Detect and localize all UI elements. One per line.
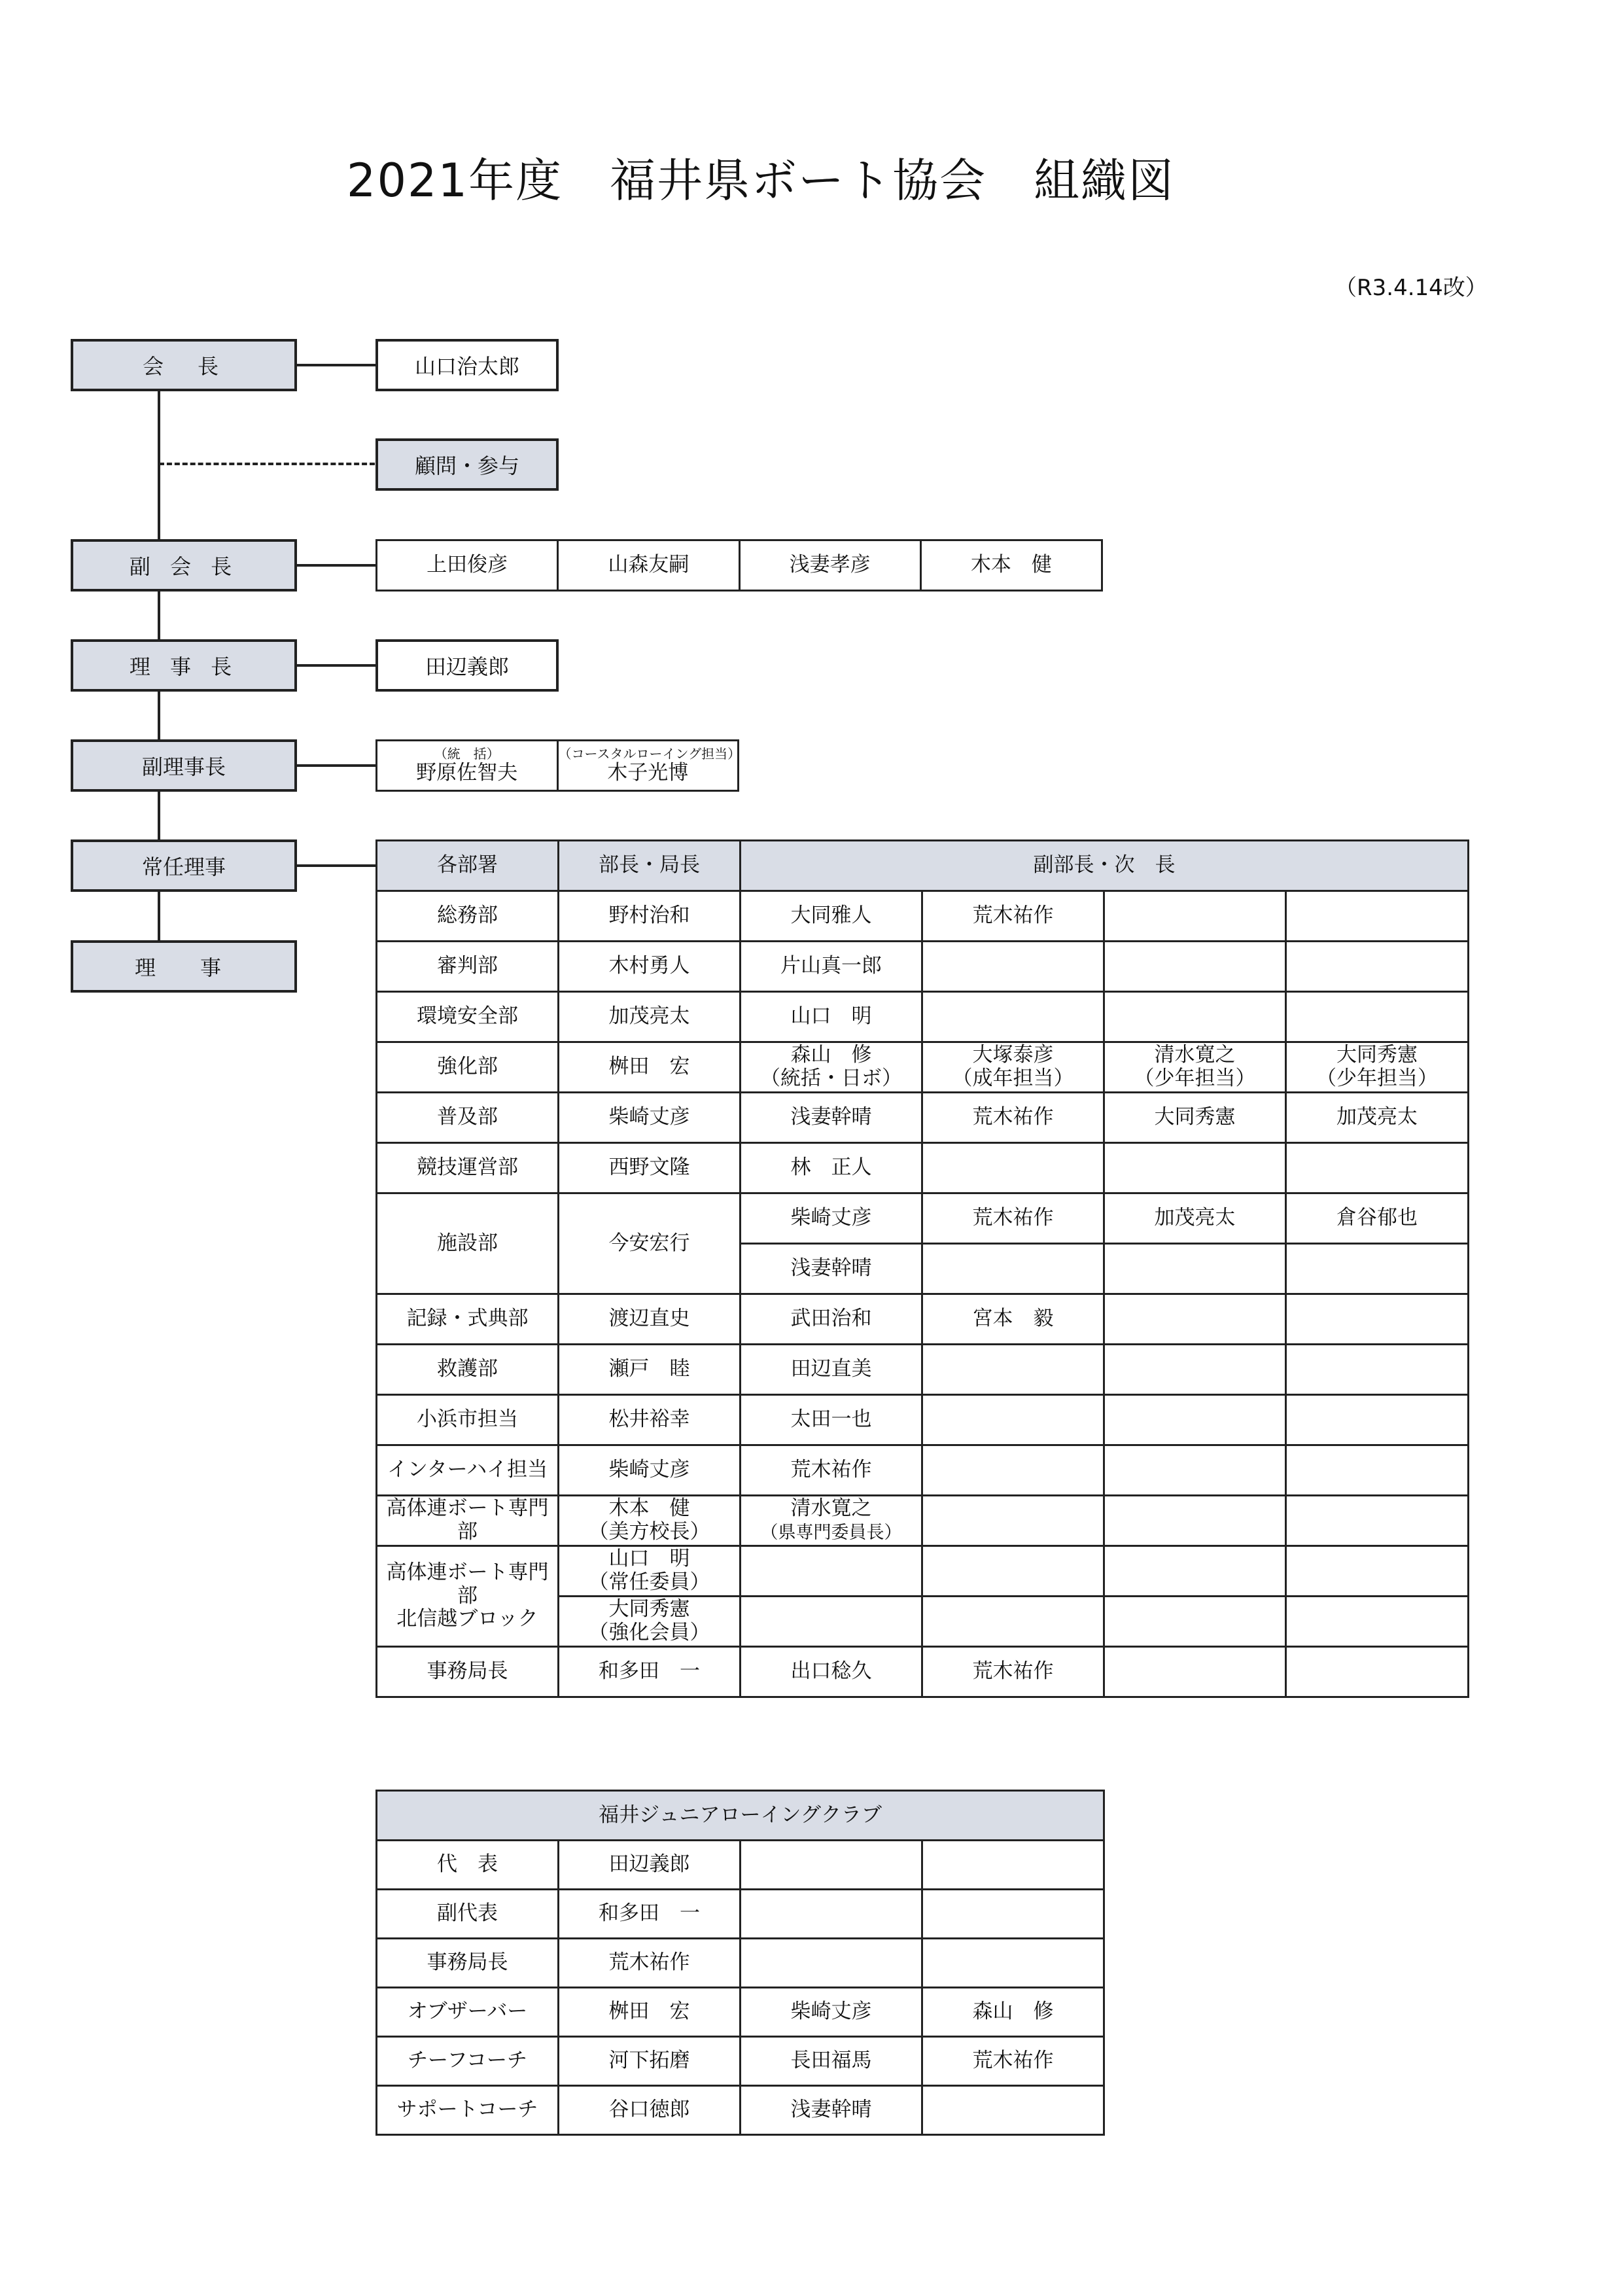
header-head: 部長・局長 [559, 841, 741, 891]
deputy-cell [1104, 1143, 1286, 1193]
club-name-cell [741, 1939, 922, 1988]
connector-kaicho [297, 364, 377, 366]
deputy-cell: 加茂亮太 [1286, 1093, 1469, 1143]
deputy-note: （少年担当） [1134, 1067, 1256, 1090]
name-note: （統 括） [434, 746, 500, 762]
deputy-cell [1104, 1647, 1286, 1697]
dept-cell [377, 1546, 559, 1647]
name-rijicho: 田辺義郎 [375, 639, 559, 692]
deputy-cell [1286, 1395, 1469, 1445]
deputy-cell [1104, 1395, 1286, 1445]
table-row [377, 2086, 1104, 2135]
dept-cell: 施設部 [377, 1193, 559, 1294]
dept-name: 高体連ボート専門部 [386, 1561, 549, 1608]
table-row [377, 1445, 1469, 1496]
table-row [377, 2037, 1104, 2086]
deputy-cell [1104, 992, 1286, 1042]
deputy-cell: 大同雅人 [741, 891, 922, 942]
head-cell: 和多田 一 [559, 1647, 741, 1697]
club-name-cell: 柴崎丈彦 [741, 1988, 922, 2037]
table-row [377, 1395, 1469, 1445]
header-dept: 各部署 [377, 841, 559, 891]
deputy-cell [1286, 1294, 1469, 1345]
dept-cell: 環境安全部 [377, 992, 559, 1042]
deputy-cell: 荒木祐作 [741, 1445, 922, 1496]
deputy-name: 清水寛之 [790, 1496, 872, 1521]
deputy-name: 森山 修 [790, 1043, 872, 1067]
club-role-cell: 副代表 [377, 1890, 559, 1939]
head-cell [559, 1597, 741, 1647]
head-note: （美方校長） [588, 1520, 710, 1544]
deputy-cell [922, 1395, 1104, 1445]
head-note: （強化会員） [588, 1621, 710, 1644]
head-cell: 松井裕幸 [559, 1395, 741, 1445]
deputy-cell [1104, 1294, 1286, 1345]
deputy-cell [1286, 1244, 1469, 1294]
club-name-cell [922, 2086, 1104, 2135]
deputy-cell [1286, 942, 1469, 992]
deputy-cell [922, 1042, 1104, 1093]
deputy-cell: 宮本 毅 [922, 1294, 1104, 1345]
table-row [377, 1939, 1104, 1988]
role-riji: 理 事 [71, 940, 297, 993]
deputy-cell [1286, 1546, 1469, 1597]
deputy-cell: 荒木祐作 [922, 1647, 1104, 1697]
deputy-cell [1286, 891, 1469, 942]
club-role-cell: オブザーバー [377, 1988, 559, 2037]
deputy-cell [922, 1445, 1104, 1496]
deputy-cell: 武田治和 [741, 1294, 922, 1345]
club-name-cell [741, 1890, 922, 1939]
dept-cell: 競技運営部 [377, 1143, 559, 1193]
club-role-cell: 事務局長 [377, 1939, 559, 1988]
departments-table [375, 839, 1469, 1698]
dept-cell: 記録・式典部 [377, 1294, 559, 1345]
name-cell [557, 741, 739, 791]
deputy-cell [922, 992, 1104, 1042]
name-kaicho: 山口治太郎 [375, 339, 559, 391]
revision-note: （R3.4.14改） [1335, 275, 1488, 301]
fukurijicho-names [375, 739, 739, 792]
deputy-cell [1104, 1345, 1286, 1395]
dept-cell: 審判部 [377, 942, 559, 992]
page-title: 2021年度 福井県ボート協会 組織図 [346, 154, 1176, 207]
connector-fukurijicho [297, 764, 377, 767]
deputy-cell [1286, 1445, 1469, 1496]
deputy-cell [1104, 1244, 1286, 1294]
dept-cell: 事務局長 [377, 1647, 559, 1697]
deputy-cell: 柴崎丈彦 [741, 1193, 922, 1244]
deputy-cell: 出口稔久 [741, 1647, 922, 1697]
dept-cell: 救護部 [377, 1345, 559, 1395]
table-row [377, 1890, 1104, 1939]
head-cell: 加茂亮太 [559, 992, 741, 1042]
deputy-cell [922, 1244, 1104, 1294]
club-name-cell: 谷口徳郎 [559, 2086, 741, 2135]
dept-name-2: 北信越ブロック [396, 1607, 538, 1631]
club-role-cell: 代 表 [377, 1841, 559, 1890]
role-joninriji: 常任理事 [71, 839, 297, 892]
header-deputies: 副部長・次 長 [741, 841, 1469, 891]
deputy-cell [1104, 1445, 1286, 1496]
role-fukukaicho: 副 会 長 [71, 539, 297, 592]
club-name-cell: 河下拓磨 [559, 2037, 741, 2086]
table-row [377, 1193, 1469, 1244]
head-name: 山口 明 [608, 1547, 690, 1571]
deputy-name: 大同秀憲 [1336, 1043, 1418, 1067]
deputy-name: 大塚泰彦 [972, 1043, 1054, 1067]
deputy-cell [1104, 891, 1286, 942]
name-cell: 上田俊彦 [377, 540, 558, 591]
deputy-cell: 浅妻幹晴 [741, 1093, 922, 1143]
deputy-cell [922, 1143, 1104, 1193]
deputy-cell [1104, 1042, 1286, 1093]
name-text: 野原佐智夫 [416, 761, 518, 785]
deputy-cell: 荒木祐作 [922, 1093, 1104, 1143]
deputy-cell [741, 1546, 922, 1597]
name-text: 木子光博 [607, 761, 689, 785]
head-cell: 渡辺直史 [559, 1294, 741, 1345]
connector-joninriji [297, 864, 377, 867]
table-row [377, 1546, 1469, 1597]
club-name-cell [741, 1841, 922, 1890]
deputy-note: （県専門委員長） [760, 1523, 902, 1543]
deputy-cell [922, 1496, 1104, 1546]
name-cell: 浅妻孝彦 [739, 540, 920, 591]
deputy-cell [741, 1496, 922, 1546]
deputy-name: 清水寛之 [1154, 1043, 1236, 1067]
club-title: 福井ジュニアローイングクラブ [377, 1791, 1104, 1841]
table-row [377, 1042, 1469, 1093]
table-row [377, 1841, 1104, 1890]
name-cell [377, 741, 558, 791]
table-row [377, 1143, 1469, 1193]
deputy-cell: 荒木祐作 [922, 891, 1104, 942]
table-row [377, 1647, 1469, 1697]
deputy-cell: 大同秀憲 [1104, 1093, 1286, 1143]
connector-rijicho [297, 664, 377, 667]
table-row [377, 891, 1469, 942]
role-rijicho: 理 事 長 [71, 639, 297, 692]
deputy-cell [1104, 942, 1286, 992]
deputy-cell [1286, 1042, 1469, 1093]
deputy-cell: 林 正人 [741, 1143, 922, 1193]
deputy-cell [1286, 1647, 1469, 1697]
deputy-note: （統括・日ボ） [760, 1067, 902, 1090]
head-cell: 今安宏行 [559, 1193, 741, 1294]
club-name-cell: 和多田 一 [559, 1890, 741, 1939]
deputy-cell [922, 1597, 1104, 1647]
club-name-cell [922, 1939, 1104, 1988]
club-name-cell [922, 1841, 1104, 1890]
fukukaicho-names [375, 539, 1103, 592]
deputy-cell: 太田一也 [741, 1395, 922, 1445]
deputy-cell [1104, 1496, 1286, 1546]
head-cell: 桝田 宏 [559, 1042, 741, 1093]
club-name-cell [922, 1890, 1104, 1939]
deputy-cell [1286, 1143, 1469, 1193]
head-cell: 西野文隆 [559, 1143, 741, 1193]
head-cell: 柴崎丈彦 [559, 1445, 741, 1496]
table-row [377, 1345, 1469, 1395]
table-row [377, 1496, 1469, 1546]
deputy-note: （少年担当） [1316, 1067, 1438, 1090]
table-row [377, 942, 1469, 992]
deputy-cell [1286, 1496, 1469, 1546]
deputy-cell: 山口 明 [741, 992, 922, 1042]
club-name-cell: 長田福馬 [741, 2037, 922, 2086]
head-cell [559, 1496, 741, 1546]
head-cell [559, 1546, 741, 1597]
table-row [377, 1093, 1469, 1143]
head-note: （常任委員） [588, 1570, 710, 1594]
head-name: 大同秀憲 [608, 1597, 690, 1621]
role-fukurijicho: 副理事長 [71, 739, 297, 792]
club-role-cell: サポートコーチ [377, 2086, 559, 2135]
dept-cell: インターハイ担当 [377, 1445, 559, 1496]
deputy-cell: 田辺直美 [741, 1345, 922, 1395]
dept-cell: 強化部 [377, 1042, 559, 1093]
name-cell: 木本 健 [920, 540, 1102, 591]
deputy-cell: 片山真一郎 [741, 942, 922, 992]
table-row [377, 992, 1469, 1042]
club-role-cell: チーフコーチ [377, 2037, 559, 2086]
club-name-cell: 浅妻幹晴 [741, 2086, 922, 2135]
head-cell: 柴崎丈彦 [559, 1093, 741, 1143]
deputy-cell [1104, 1597, 1286, 1647]
role-kaicho: 会 長 [71, 339, 297, 391]
head-cell: 瀬戸 睦 [559, 1345, 741, 1395]
deputy-cell [1286, 1345, 1469, 1395]
club-name-cell: 桝田 宏 [559, 1988, 741, 2037]
dept-cell: 総務部 [377, 891, 559, 942]
deputy-cell: 加茂亮太 [1104, 1193, 1286, 1244]
deputy-cell [1286, 1597, 1469, 1647]
head-cell: 木村勇人 [559, 942, 741, 992]
role-advisor: 顧問・参与 [375, 438, 559, 491]
club-name-cell: 森山 修 [922, 1988, 1104, 2037]
club-name-cell: 荒木祐作 [559, 1939, 741, 1988]
deputy-cell [1104, 1546, 1286, 1597]
club-table [375, 1790, 1105, 2136]
deputy-cell: 荒木祐作 [922, 1193, 1104, 1244]
club-name-cell: 荒木祐作 [922, 2037, 1104, 2086]
table-row [377, 1988, 1104, 2037]
deputy-cell: 倉谷郁也 [1286, 1193, 1469, 1244]
deputy-cell [922, 942, 1104, 992]
club-name-cell: 田辺義郎 [559, 1841, 741, 1890]
deputy-note: （成年担当） [952, 1067, 1074, 1090]
head-name: 木本 健 [608, 1496, 690, 1521]
deputy-cell [1286, 992, 1469, 1042]
connector-advisor [159, 463, 375, 465]
deputy-cell [741, 1042, 922, 1093]
dept-cell: 普及部 [377, 1093, 559, 1143]
table-row [377, 1294, 1469, 1345]
deputy-cell [922, 1345, 1104, 1395]
deputy-cell [922, 1546, 1104, 1597]
name-cell: 山森友嗣 [558, 540, 739, 591]
connector-fukukaicho [297, 564, 377, 567]
dept-cell: 小浜市担当 [377, 1395, 559, 1445]
dept-cell: 高体連ボート専門部 [377, 1496, 559, 1546]
head-cell: 野村治和 [559, 891, 741, 942]
deputy-cell [741, 1597, 922, 1647]
deputy-cell: 浅妻幹晴 [741, 1244, 922, 1294]
name-note: （コースタルローイング担当） [558, 746, 741, 762]
